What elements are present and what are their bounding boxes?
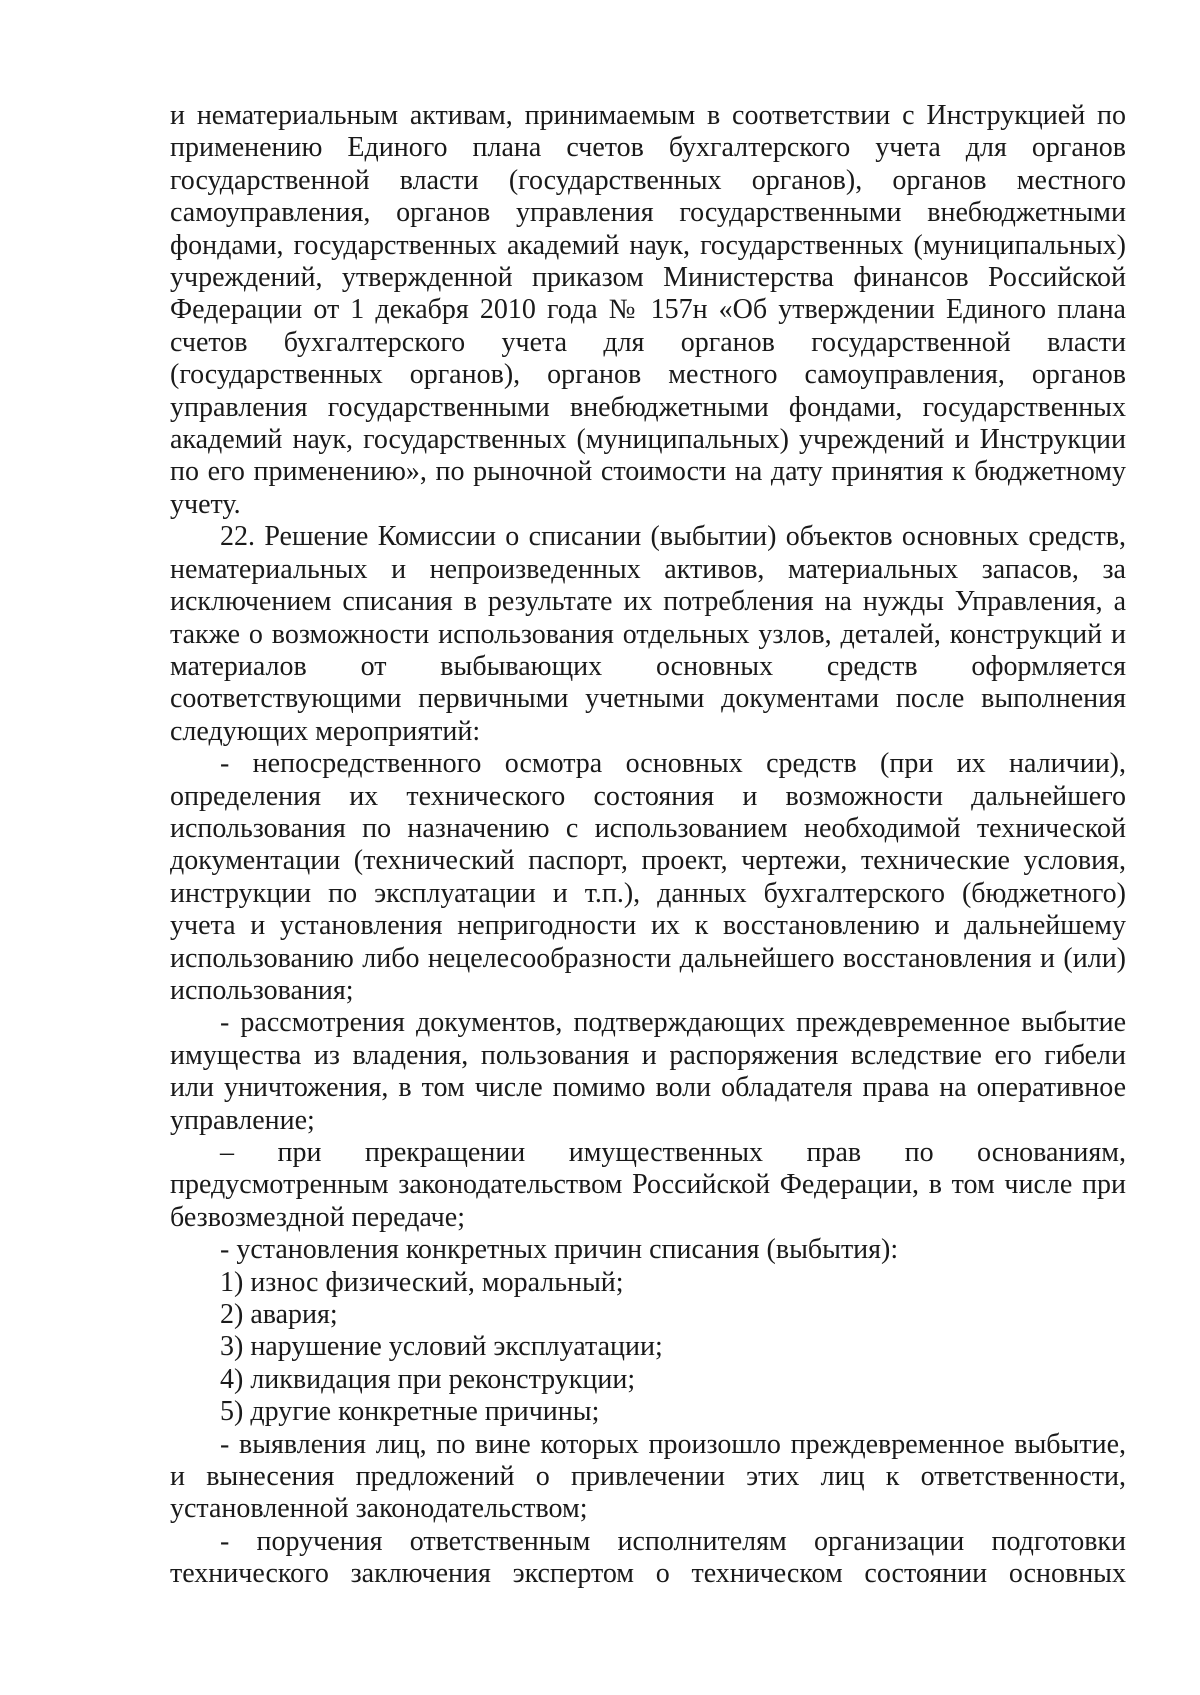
paragraph-assets-valuation: и нематериальным активам, принимаемым в соответствии с Инструкцией по применению Единого плана счетов бухгалтерского учета для органов государственной власти (государственных органов), органов местного самоуправления, органов управления государственными внебюджетными фондами, государственных академий наук, государственных (муниципальных) учреждений, утвержденной приказом Министерства финансов Российской Федерации от 1 декабря 2010 года № 157н «Об утверждении Единого плана счетов бухгалтерского учета для органов государственной власти (государственных органов), органов местного самоуправления, органов управления государственными внебюджетными фондами, государственных академий наук, государственных (муниципальных) учреждений и Инструкции по его применению», по рыночной стоимости на дату принятия к бюджетному учету. [170, 100, 1126, 520]
document-page [170, 100, 1126, 1591]
paragraph-22-commission-decision: 22. Решение Комиссии о списании (выбытии) объектов основных средств, нематериальных и непроизведенных активов, материальных запасов, за исключением списания в результате их потребления на нужды Управления, а также о возможности использования отдельных узлов, деталей, конструкций и материалов от выбывающих основных средств оформляется соответствующими первичными учетными документами после выполнения следующих мероприятий: [170, 521, 1126, 747]
paragraph-responsible-persons: - выявления лиц, по вине которых произошло преждевременное выбытие, и вынесения предложений о привлечении этих лиц к ответственности, установленной законодательством; [170, 1428, 1126, 1525]
paragraph-documents-review: - рассмотрения документов, подтверждающих преждевременное выбытие имущества из владения, пользования и распоряжения вследствие его гибели или уничтожения, в том числе помимо воли обладателя права на оперативное управление; [170, 1007, 1126, 1136]
paragraph-reasons-intro: - установления конкретных причин списания (выбытия): [220, 1234, 899, 1266]
list-item-accident: 2) авария; [220, 1299, 338, 1331]
paragraph-technical-conclusion: - поручения ответственным исполнителям организации подготовки технического заключения экспертом о техническом состоянии основных [170, 1525, 1126, 1590]
list-item-operating-violation: 3) нарушение условий эксплуатации; [220, 1331, 663, 1363]
paragraph-inspection: - непосредственного осмотра основных средств (при их наличии), определения их технического состояния и возможности дальнейшего использования по назначению с использованием необходимой технической документации (технический паспорт, проект, чертежи, технические условия, инструкции по эксплуатации и т.п.), данных бухгалтерского (бюджетного) учета и установления непригодности их к восстановлению и дальнейшему использованию либо нецелесообразности дальнейшего восстановления и (или) использования; [170, 748, 1126, 1006]
list-item-wear: 1) износ физический, моральный; [220, 1266, 624, 1298]
list-item-other-reasons: 5) другие конкретные причины; [220, 1396, 600, 1428]
list-item-liquidation: 4) ликвидация при реконструкции; [220, 1363, 636, 1395]
paragraph-rights-termination: – при прекращении имущественных прав по основаниям, предусмотренным законодательством Российской Федерации, в том числе при безвозмездной передаче; [170, 1137, 1126, 1233]
